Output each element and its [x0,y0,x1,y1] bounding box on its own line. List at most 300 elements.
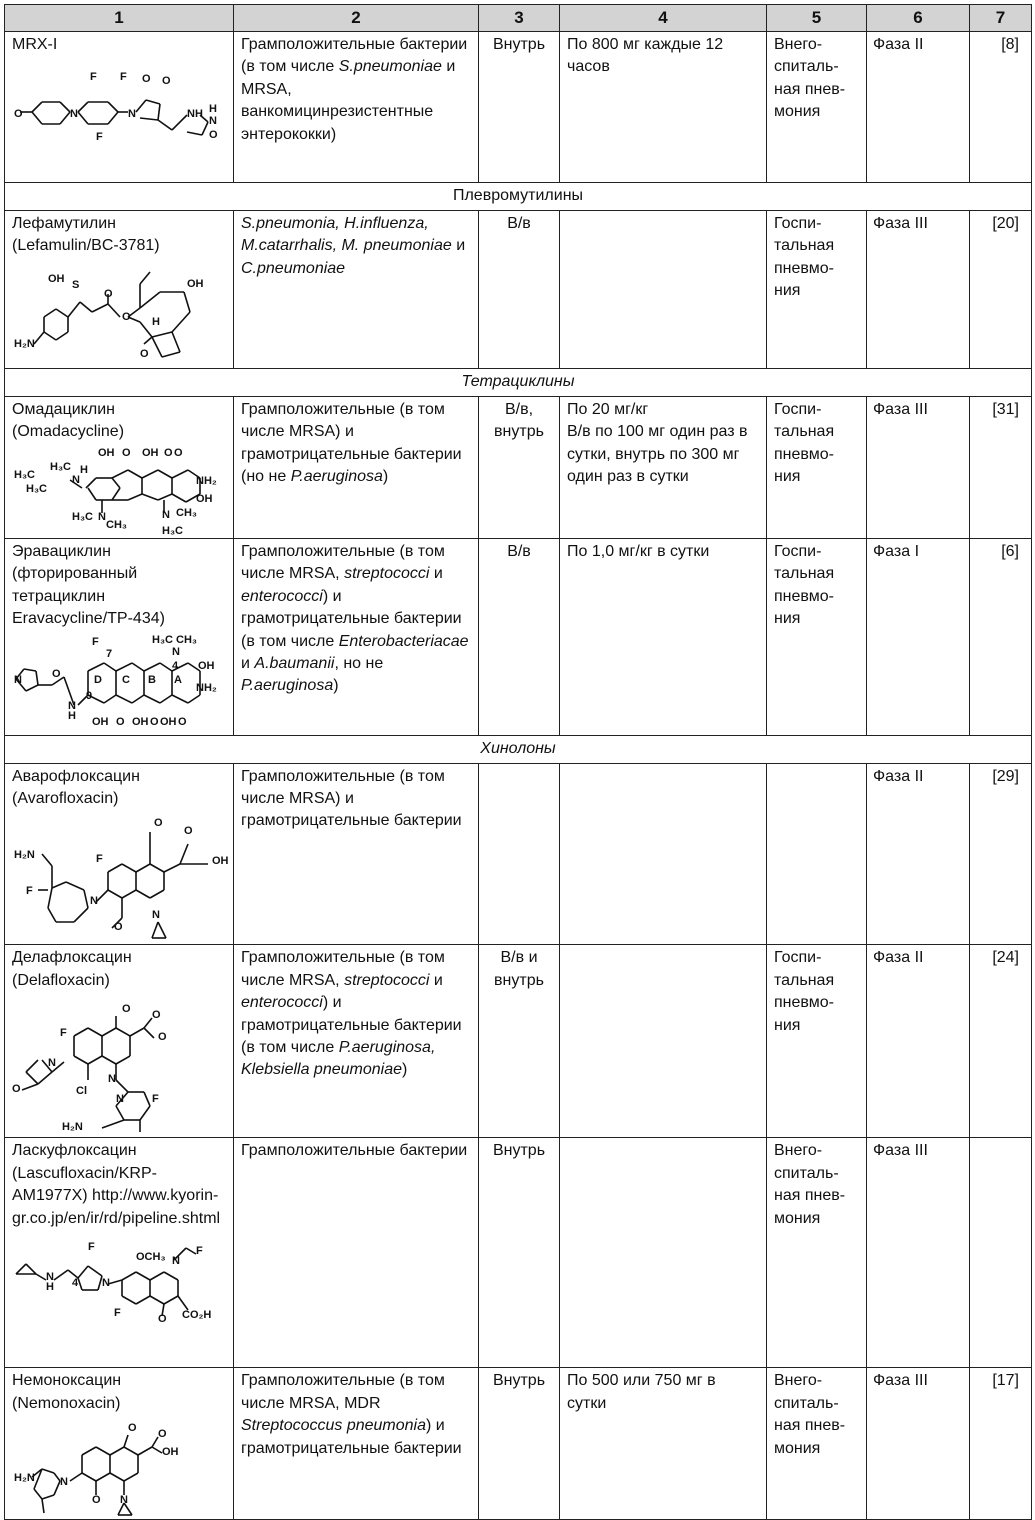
structure-bond [116,1106,124,1120]
structure-atom-label: N [46,1271,54,1284]
structure-bond [146,100,160,104]
structure-atom-label: OH [48,272,65,285]
structure-bond [152,922,158,938]
structure-bond [34,1489,42,1499]
structure-bond [82,1473,96,1481]
bacteria-text: P.aeruginosa, Klebsiella pneumoniae [241,1039,436,1079]
structure-bond [172,115,187,130]
structure-atom-label: O [122,447,131,459]
bacteria-text: streptococci [344,565,430,583]
structure-bond [164,864,180,872]
structure-atom-label: A [174,673,182,686]
drug-name: Аварофлоксацин (Avarofloxacin) [12,767,140,808]
structure-bond [74,908,88,922]
structure-bond [44,332,56,340]
structure-bond [110,1473,124,1481]
drug-cell [5,1138,234,1368]
structure-bond [32,102,42,112]
bacteria-cell [234,397,479,539]
drug-row [5,397,1032,539]
structure-atom-label: O [174,447,183,459]
structure-bond [162,352,180,357]
structure-bond [164,1296,178,1304]
reference-cell: [17] [970,1368,1032,1520]
structure-atom-label: H₂N [62,1121,83,1134]
structure-atom-label: O [128,1422,137,1435]
bacteria-text: enterococci [241,587,323,605]
structure-bond [52,882,66,888]
structure-atom-label: CH₃ [106,518,127,531]
column-header-4: 4 [560,5,767,32]
drug-name: Эравациклин (фторированный тетрациклин Eravacycline/TP-434) [12,543,165,628]
structure-atom-label: O [12,1083,21,1096]
structure-bond [122,1272,136,1280]
dose-cell [560,211,767,369]
reference-cell: [24] [970,945,1032,1138]
structure-bond [108,1280,122,1284]
bacteria-text: и [429,565,443,583]
drug-name: Лефамутилин (Lefamulin/BC-3781) [12,215,160,255]
structure-bond [124,1447,138,1455]
structure-bond [136,890,150,898]
bacteria-text: ) и грамотрицательные бактерии (в том числе [241,587,462,650]
dose-cell: По 500 или 750 мг в сутки [560,1368,767,1520]
bacteria-text: streptococci [344,971,430,989]
structure-bond [158,470,172,478]
structure-bond [74,1056,88,1064]
structure-bond [26,1060,38,1072]
phase-cell: Фаза III [867,397,970,539]
structure-atom-label: O [92,1494,101,1507]
structure-bond [172,312,190,332]
structure-bond [150,1296,164,1304]
structure-bond [26,1264,36,1274]
bacteria-text: и [451,237,466,255]
route-cell: Внутрь [479,1368,560,1520]
structure-bond [184,292,190,312]
section-row [5,735,1032,763]
structure-atom-label: N [98,510,106,523]
structure-bond [164,1272,178,1280]
structure-atom-label: O [152,1009,161,1022]
phase-cell: Фаза III [867,211,970,369]
structure-bond [88,1056,102,1064]
indication-cell: Госпи- тальная пневмо- ния [767,211,867,369]
structure-atom-label: H₃C [26,482,47,495]
structure-bond [144,1028,154,1038]
structure-bond [144,1092,150,1106]
drug-table [4,4,1032,1520]
bacteria-text: Грамположительные (в том числе MRSA, [241,949,445,989]
drug-cell [5,763,234,945]
structure-atom-label: OH [162,1446,179,1459]
structure-atom-label: S [72,278,80,291]
indication-cell: Госпи- тальная пневмо- ния [767,945,867,1138]
drug-row [5,539,1032,736]
bacteria-text: ) и грамотрицательные бактерии (в том числе [241,994,462,1057]
structure-bond [158,494,172,500]
structure-bond [36,1274,46,1280]
structure-atom-label: F [114,1307,121,1320]
structure-atom-label: O [178,715,187,728]
structure-atom-label: N [116,1093,124,1106]
structure-atom-label: H [209,103,217,116]
structure-atom-label: O [140,347,149,360]
structure-bond [48,888,52,908]
structure-atom-label: OH [187,277,204,290]
bacteria-text: и [429,971,443,989]
structure-atom-label: OH [212,855,229,868]
bacteria-text: Грамположительные (в том числе MRSA) и грамотрицательные бактерии [241,767,462,830]
structure-atom-label: OH [98,447,115,459]
section-label: Тетрациклины [5,369,1032,397]
structure-bond [74,1028,88,1036]
structure-atom-label: H₃C [50,460,71,473]
structure-bond [112,478,120,488]
bacteria-text: Грамположительные бактерии (в том числе [241,36,468,76]
structure-bond [187,132,202,135]
structure-bond [112,488,120,500]
structure-bond [96,1473,110,1481]
drug-name: Немоноксацин (Nemonoxacin) [12,1372,122,1412]
route-cell: Внутрь [479,1138,560,1368]
structure-bond [92,304,108,312]
structure-bond [144,1018,152,1028]
bacteria-text: ) [402,1061,408,1079]
structure-bond [78,102,88,112]
structure-bond [84,890,88,908]
bacteria-cell [234,1368,479,1520]
structure-atom-label: O [209,129,218,141]
structure-bond [104,663,116,671]
bacteria-cell [234,211,479,369]
route-cell: В/в и внутрь [479,945,560,1138]
structure-bond [102,1120,124,1128]
drug-name: MRX-I [12,36,58,53]
structure-bond [142,470,158,478]
indication-cell: Внего- спиталь- ная пнев- мония [767,1368,867,1520]
section-label: Плевромутилины [5,183,1032,211]
structure-atom-label: H [80,463,88,476]
bacteria-text: Enterobacteriacae [338,632,469,650]
reference-cell: [29] [970,763,1032,945]
bacteria-text: Грамположительные (в том числе MRSA) и грамотрицательные бактерии (но не [241,401,462,486]
structure-bond [116,1028,130,1036]
route-cell: Внутрь [479,32,560,183]
structure-atom-label: H₂N [14,1472,35,1485]
structure-atom-label: 9 [86,689,93,702]
bacteria-text: C.pneumoniae [241,259,346,277]
structure-bond [136,1272,150,1280]
bacteria-text: P.aeruginosa [290,468,383,486]
structure-atom-label: H₃C [72,510,93,523]
structure-atom-label: N [172,645,180,658]
structure-atom-label: H₂N [14,849,35,862]
structure-bond [88,488,96,500]
bacteria-text: S.pneumoniae [338,58,442,76]
structure-atom-label: CH₃ [176,506,197,519]
structure-atom-label: O [154,817,163,830]
bacteria-text: и [241,655,255,673]
column-header-7: 7 [970,5,1032,32]
structure-atom-label: C [122,673,130,686]
phase-cell: Фаза III [867,1138,970,1368]
structure-bond [136,100,146,112]
eravacycline-structure [12,635,222,735]
phase-cell: Фаза II [867,32,970,183]
structure-bond [70,1473,82,1481]
structure-atom-label: NH₂ [196,474,217,487]
section-row [5,183,1032,211]
structure-atom-label: F [152,1093,159,1106]
structure-bond [56,332,68,340]
column-header-6: 6 [867,5,970,32]
structure-bond [16,1264,26,1274]
structure-atom-label: 4 [172,659,179,672]
drug-cell [5,32,234,183]
structure-bond [112,470,128,478]
structure-bond [102,1056,116,1064]
structure-atom-label: OH [132,715,149,728]
structure-bond [144,663,160,671]
structure-bond [140,292,160,308]
bacteria-text: P.aeruginosa [241,677,334,695]
structure-bond [108,102,118,112]
structure-bond [128,470,142,478]
structure-bond [56,309,68,317]
drug-row [5,32,1032,183]
structure-bond [140,1106,150,1120]
indication-cell [767,763,867,945]
structure-bond [122,864,136,872]
drug-row [5,763,1032,945]
reference-cell: [20] [970,211,1032,369]
structure-bond [122,1296,136,1304]
structure-atom-label: N [120,1494,128,1507]
bacteria-text: Грамположительные (в том числе MRSA, [241,543,445,583]
structure-atom-label: N [128,108,136,121]
structure-bond [178,1296,188,1310]
structure-bond [78,1266,88,1278]
structure-atom-label: N [152,909,160,922]
drug-cell [5,539,234,736]
bacteria-text: Грамположительные бактерии [241,1142,468,1160]
dose-cell: По 20 мг/кг В/в по 100 мг один раз в сутки, внутрь по 300 мг один раз в сутки [560,397,767,539]
structure-bond [136,1296,150,1304]
structure-bond [60,102,70,112]
structure-atom-label: O [158,1428,167,1441]
structure-bond [110,1447,124,1455]
structure-bond [26,1072,38,1084]
structure-atom-label: O [14,108,23,121]
structure-bond [42,1495,54,1499]
mrx-i-structure [12,60,222,140]
bacteria-text: Streptococcus pneumonia [241,1417,426,1435]
structure-bond [82,1447,96,1455]
structure-atom-label: F [26,885,33,898]
indication-cell: Внего- спиталь- ная пнев- мония [767,32,867,183]
dose-cell [560,763,767,945]
structure-atom-label: 7 [106,647,113,660]
bacteria-text: ) [333,677,339,695]
avarofloxacin-structure [12,814,232,944]
drug-name: Омадациклин (Omadacycline) [12,401,125,441]
structure-atom-label: O [158,1031,167,1044]
structure-bond [122,890,136,898]
structure-atom-label: B [148,673,156,686]
structure-bond [68,302,80,317]
structure-atom-label: N [209,115,217,128]
table-body [5,32,1032,1520]
column-header-2: 2 [234,5,479,32]
structure-bond [108,112,118,124]
dose-cell: По 1,0 мг/кг в сутки [560,539,767,736]
structure-bond [38,1072,52,1084]
structure-atom-label: O [122,310,131,323]
section-label: Хинолоны [5,735,1032,763]
dose-cell [560,1138,767,1368]
omadacycline-structure [12,448,222,538]
structure-bond [66,882,84,890]
structure-bond [54,1270,68,1280]
dose-cell: По 800 мг каждые 12 часов [560,32,767,183]
bacteria-cell [234,1138,479,1368]
structure-atom-label: D [94,673,102,686]
bacteria-text: и MRSA, ванкомицинрезистентные энтерококки) [241,58,456,143]
structure-bond [88,1266,102,1276]
structure-atom-label: OCH₃ [136,1251,166,1264]
structure-atom-label: F [196,1245,203,1258]
structure-atom-label: F [60,1027,67,1040]
structure-bond [144,337,152,344]
structure-bond [88,663,104,671]
structure-atom-label: O [142,73,151,86]
structure-atom-label: NH₂ [196,681,217,694]
structure-bond [36,671,38,685]
structure-atom-label: N [162,508,170,521]
route-cell: В/в, внутрь [479,397,560,539]
structure-atom-label: N [108,1073,116,1086]
structure-bond [96,1447,110,1455]
structure-atom-label: O [164,447,173,459]
route-cell [479,763,560,945]
bacteria-cell [234,539,479,736]
structure-atom-label: H [152,315,160,328]
drug-row [5,211,1032,369]
structure-atom-label: H₃C [14,468,35,481]
reference-cell [970,1138,1032,1368]
structure-atom-label: F [92,635,99,648]
drug-cell [5,1368,234,1520]
structure-atom-label: O [158,1313,167,1325]
structure-bond [132,695,144,703]
structure-bond [116,695,132,703]
drug-row [5,945,1032,1138]
structure-bond [80,302,92,312]
structure-atom-label: F [90,71,97,84]
drug-name: Делафлоксацин (Delafloxacin) [12,949,132,989]
structure-bond [124,1473,138,1481]
structure-bond [158,922,166,938]
structure-atom-label: N [48,1057,56,1070]
structure-atom-label: N [68,699,76,712]
structure-atom-label: OH [142,447,159,459]
structure-atom-label: NH [187,108,203,121]
structure-bond [152,1447,162,1453]
structure-bond [140,322,152,337]
drug-cell [5,945,234,1138]
structure-atom-label: N [72,473,80,486]
structure-atom-label: F [88,1241,95,1254]
structure-atom-label: 4 [72,1277,79,1290]
structure-bond [22,1084,38,1090]
structure-bond [86,478,96,488]
drug-cell [5,211,234,369]
structure-atom-label: O [52,667,61,680]
structure-bond [32,112,42,124]
structure-atom-label: OH [92,715,109,728]
structure-bond [160,663,172,671]
structure-atom-label: OH [160,715,177,728]
bacteria-cell [234,763,479,945]
structure-bond [142,494,158,500]
route-cell: В/в [479,211,560,369]
drug-row [5,1138,1032,1368]
structure-atom-label: F [96,853,103,866]
structure-atom-label: O [122,1003,131,1016]
phase-cell: Фаза I [867,539,970,736]
structure-bond [42,854,52,866]
route-cell: В/в [479,539,560,736]
structure-atom-label: N [102,1277,110,1290]
structure-atom-label: CH₃ [176,634,197,646]
structure-bond [172,470,188,478]
structure-bond [24,669,36,671]
lascufloxacin-structure [12,1234,212,1324]
indication-cell: Госпи- тальная пневмо- ния [767,539,867,736]
structure-bond [34,332,44,344]
structure-bond [160,695,172,703]
structure-bond [78,112,88,124]
lefamulin-structure [12,262,222,362]
indication-cell: Внего- спиталь- ная пнев- мония [767,1138,867,1368]
structure-atom-label: Cl [76,1085,87,1098]
structure-atom-label: F [96,131,103,141]
structure-bond [48,908,56,922]
bacteria-text: , но не [334,655,384,673]
structure-bond [78,1278,82,1290]
bacteria-cell [234,32,479,183]
bacteria-text: Грамположительные (в том числе MRSA, MDR [241,1372,445,1412]
structure-bond [202,122,208,135]
structure-bond [152,337,162,357]
structure-atom-label: O [116,715,125,728]
header-row [5,5,1032,32]
structure-bond [42,1499,44,1513]
structure-bond [144,695,160,703]
structure-atom-label: N [172,1255,180,1268]
structure-atom-label: O [104,287,113,300]
structure-atom-label: N [14,673,22,686]
structure-bond [158,120,172,130]
structure-atom-label: OH [198,659,215,672]
section-row [5,369,1032,397]
bacteria-cell [234,945,479,1138]
structure-bond [140,272,150,284]
delafloxacin-structure [12,996,232,1136]
structure-bond [150,1272,164,1280]
structure-bond [60,112,70,124]
